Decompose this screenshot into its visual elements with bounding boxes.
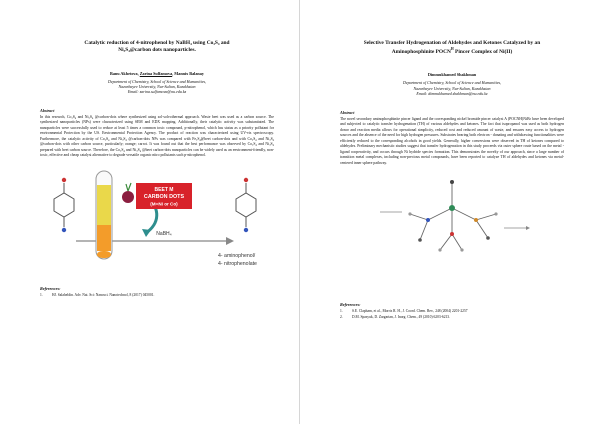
reference-number: 1. xyxy=(340,309,343,314)
atom xyxy=(494,212,497,215)
atom xyxy=(460,248,463,251)
affil-email: Email: dimmukhamed.shakhman@nu.edu.kz xyxy=(416,91,488,97)
atom xyxy=(486,236,490,240)
author-2-presenter: Zarina Sulfamova xyxy=(139,70,173,76)
atom xyxy=(474,218,478,222)
reference-number: 1. xyxy=(40,292,43,297)
affil-line: Department of Chemistry, School of Science and Humanities, xyxy=(402,80,502,86)
right-references-heading: References: xyxy=(340,302,361,308)
right-graphical-abstract xyxy=(340,172,564,268)
right-author: Dimmukhamed Shakhman xyxy=(427,72,477,78)
left-abstract-text: In this research, Co₃S₄ and Ni₃S₄ @carbon-dots where synthesized using sol-solvothermal approach. Waste beet was used as a carbon source. The synthesized nanoparticles (NPs) were characterized using SEM and EDX mapping. Additionally, their catalytic activity was substantiated. The nanoparticles were successfully used to reduce at least 5 times a common toxic compound, p-nitrophenol, which has status as a priority pollutant for environmental Protection by the US. Environmental Protection Agency. The product of reaction was characterized using UV-vis spectroscopy. Furthermore, the catalytic activity of Co₃S₄ and Ni₃S₄ @carbon-dots NPs was compared with Fe₃S₄@beet carbon-dots and with Co₃S₄ and Ni₃S₄ @carbon-dots with other carbon source, particularly; orange; carrot. It was found out that the best performance was observed by Co₃S₄ and Ni₃S₄ prepared with beet carbon source. Therefore, the Co₃S₄ and Ni₃S₄ @beet carbon-dots nanoparticles can be widely used as an environment-friendly, non-toxic, effective and cheap catalyst alternative to degrade versatile organic nitro pollutants such p-nitrophenol. xyxy=(40,114,274,158)
author-3: , Mannix Balanay xyxy=(172,70,204,76)
left-title-line-1: Catalytic reduction of 4-nitrophenol by NaBH₄ using Co₃S₄ and xyxy=(84,40,230,46)
right-abstract-heading: Abstract xyxy=(340,109,355,115)
reference-item xyxy=(340,315,564,321)
right-title-sup: H xyxy=(450,47,454,52)
right-title-line-1: Selective Transfer Hydrogenation of Aldehydes and Ketones Catalyzed by an xyxy=(363,40,541,46)
carbon-dots-label: CARBON DOTS xyxy=(143,193,185,200)
nickel-atom xyxy=(449,205,455,211)
reference-text: HJ. Salaheldin. Adv. Nat. Sci: Nanosci. Nanotechnol, 8 (2017) 045001. xyxy=(52,292,155,297)
reference-text: S.E. Clapham, et al., Morris R. H., J. Coord. Chem. Rev., 248 (2004) 2201-2257 xyxy=(352,309,468,314)
test-tube xyxy=(96,171,112,259)
atom xyxy=(450,180,454,184)
affil-line: Department of Chemistry, School of Science and Humanities, xyxy=(107,78,207,84)
left-affiliation xyxy=(40,79,274,95)
metal-label: (M=Ni or Co) xyxy=(150,201,178,207)
atom xyxy=(450,232,454,236)
right-title-line-2 xyxy=(346,47,558,56)
beet-carbon-label: BEET M xyxy=(154,186,174,193)
reactant-molecule xyxy=(54,178,74,232)
left-abstract-heading: Abstract xyxy=(40,107,55,113)
left-title-line-2: Ni₃S₄@carbon dots nanoparticles. xyxy=(118,47,196,54)
affil-line: Nazarbayev University, Nur-Sultan, Kazakhstan xyxy=(413,85,491,91)
reagent-label: NaBH₄ xyxy=(156,230,172,237)
reference-text: D.M. Spasyuk, D. Zargarian, J. Inorg. Chem., 49 (2010) 6203-6213. xyxy=(352,314,450,319)
product-molecule xyxy=(236,178,256,232)
reaction-arrowhead xyxy=(226,237,234,245)
reference-item xyxy=(40,293,274,299)
beet-leaves-icon xyxy=(126,183,131,191)
left-graphical-abstract xyxy=(40,167,274,283)
right-title xyxy=(346,40,558,56)
product-label-2: 4- nitrophenolate xyxy=(218,260,257,267)
atom xyxy=(438,248,441,251)
right-title-part: Aminophosphinite POCN xyxy=(391,49,451,56)
affil-email: Email: zarina.sulfamova@nu.edu.kz xyxy=(127,89,187,95)
reaction-scheme xyxy=(40,167,274,283)
product-label-1: 4- aminophenol/ xyxy=(218,252,256,259)
beet-icon xyxy=(122,191,134,203)
left-authors xyxy=(40,71,274,76)
author-1: Banu Akhetova, xyxy=(110,70,140,76)
atom xyxy=(418,238,422,242)
right-references xyxy=(340,309,564,321)
right-abstract-text: The novel secondary aminophosphinite pincer ligand and the corresponding nickel bromide pincer catalyst A (POCNH)NiBr have been developed and subjected to catalytic transfer hydrogenation (TH) of various aldehydes and ketones. The fact that isopropanol was used as both hydrogen donor and reaction media allows for operational simplicity, reduced cost and reduced amount of waste, and ensures easy access to hydrogen sources and the absence of the need for high hydrogen pressures. Substrates bearing both electron - donating and withdrawing functionalities were efficiently reduced to the corresponding alcohols in good yields. Generally, higher conversions were observed in TH of ketones compared to aldehydes. Preliminary mechanistic studies suggest that transfer hydrogenation in this study proceeds via outer sphere route based on the metal - ligand cooperativity, and occurs through Ni hydride species formation. This demonstrates the novelty of our approach, since a large number of transition metal complexes, including non-precious metal compounds, have been reported to catalyze TH of aldehydes and ketones via metal-centered inner sphere pathway. xyxy=(340,116,564,165)
atom xyxy=(408,212,411,215)
left-title xyxy=(46,40,268,55)
atom xyxy=(426,218,430,222)
catalyst-scheme xyxy=(340,172,564,268)
right-affiliation xyxy=(340,80,564,96)
curved-arrowhead xyxy=(142,229,151,237)
affil-line: Nazarbayev University, Nur-Sultan, Kazakhstan xyxy=(118,83,196,89)
reference-number: 2. xyxy=(340,314,343,319)
right-title-end: Pincer Complex of Ni(II) xyxy=(453,49,513,56)
left-references xyxy=(40,293,274,299)
catalyst-molecule xyxy=(410,182,496,250)
side-arrowhead xyxy=(526,226,530,230)
right-page xyxy=(300,0,600,424)
left-references-heading: References: xyxy=(40,285,61,291)
